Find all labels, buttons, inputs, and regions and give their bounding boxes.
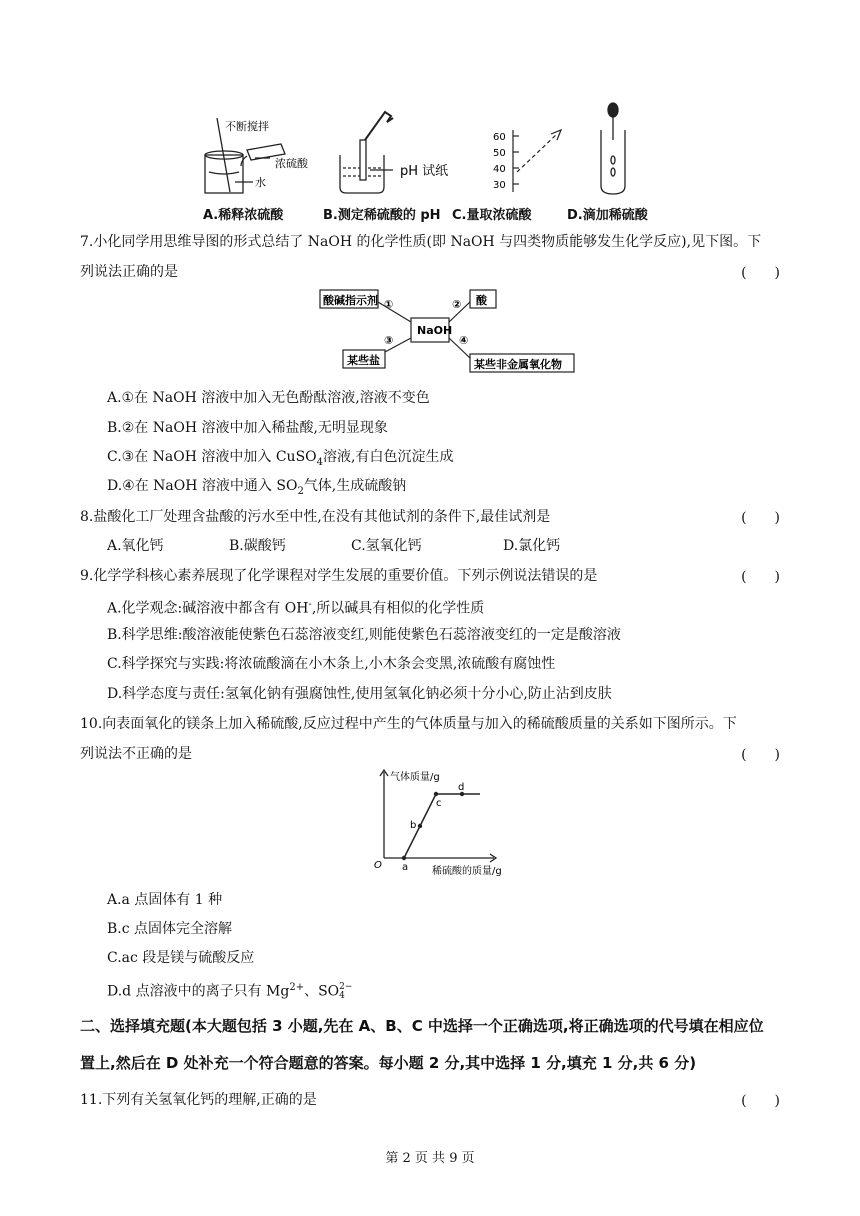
q8-answer-paren[interactable]: ( ) — [741, 510, 780, 526]
label-a: a — [402, 862, 409, 873]
q7-stem-line2: 列说法正确的是 — [80, 264, 178, 280]
q8-option-d: D.氯化钙 — [503, 538, 561, 554]
mm-n1: ① — [384, 298, 394, 311]
q11-stem: 11.下列有关氢氧化钙的理解,正确的是 — [80, 1092, 317, 1108]
point-a — [402, 856, 406, 860]
q10-option-d: D.d 点溶液中的离子只有 $Mg^{2+}$、SO 2− 4 — [107, 981, 353, 1001]
figure-b-ph-test — [340, 112, 393, 193]
q9-answer-paren[interactable]: ( ) — [741, 569, 780, 585]
label-ph-paper: pH 试纸 — [400, 164, 449, 179]
q10-option-b: B.c 点固体完全溶解 — [107, 921, 233, 937]
graph-ylabel: 气体质量/g — [390, 772, 440, 783]
q8-option-c: C.氢氧化钙 — [351, 538, 422, 554]
q7-option-c: C.③在 NaOH 溶液中加入 CuSO$_4$溶液,有白色沉淀生成 — [107, 449, 454, 468]
q8-option-a: A.氧化钙 — [107, 538, 164, 554]
q7-stem-line1: 7.小化同学用思维导图的形式总结了 NaOH 的化学性质(即 NaOH 与四类物质能够发生化学反应),见下图。下 — [80, 234, 762, 250]
mm-b1: 酸碱指示剂 — [323, 294, 378, 307]
q10-graph — [370, 766, 520, 878]
mm-n3: ③ — [384, 334, 394, 347]
tick-40: 40 — [493, 164, 506, 175]
q7-mind-map — [318, 288, 576, 376]
mm-n4: ④ — [459, 334, 469, 347]
graph-origin: O — [374, 860, 382, 871]
q8-stem: 8.盐酸化工厂处理含盐酸的污水至中性,在没有其他试剂的条件下,最佳试剂是 — [80, 509, 551, 525]
caption-d: D.滴加稀硫酸 — [567, 208, 648, 223]
tick-30: 30 — [493, 180, 506, 191]
section2-heading-line2: 置上,然后在 D 处补充一个符合题意的答案。每小题 2 分,其中选择 1 分,填充 1 分,共 6 分) — [80, 1054, 697, 1072]
figure-c-cylinder — [513, 130, 561, 192]
q9-option-b: B.科学思维:酸溶液能使紫色石蕊溶液变红,则能使紫色石蕊溶液变红的一定是酸溶液 — [107, 627, 621, 643]
q10-stem-line2: 列说法不正确的是 — [80, 746, 192, 762]
q7-option-d: D.④在 NaOH 溶液中通入 $SO_2$气体,生成硫酸钠 — [107, 478, 407, 497]
label-conc-acid: 浓硫酸 — [275, 157, 308, 170]
label-b: b — [410, 820, 417, 831]
tick-50: 50 — [493, 148, 506, 159]
label-stir: 不断搅拌 — [225, 120, 269, 133]
q9-option-c: C.科学探究与实践:将浓硫酸滴在小木条上,小木条会变黑,浓硫酸有腐蚀性 — [107, 656, 556, 672]
caption-b: B.测定稀硫酸的 pH — [323, 208, 441, 223]
label-d: d — [458, 782, 465, 793]
mm-b2: 酸 — [476, 294, 487, 307]
q9-option-a: A.化学观念:碱溶液中都含有 OH-,所以碱具有相似的化学性质 — [107, 599, 485, 617]
q10-option-c: C.ac 段是镁与硫酸反应 — [107, 950, 255, 966]
q10-answer-paren[interactable]: ( ) — [741, 747, 780, 763]
q11-answer-paren[interactable]: ( ) — [741, 1093, 780, 1109]
point-b — [418, 824, 422, 828]
experiment-figures — [195, 100, 675, 200]
caption-c: C.量取浓硫酸 — [452, 208, 532, 223]
caption-a: A.稀释浓硫酸 — [203, 208, 284, 223]
q8-option-b: B.碳酸钙 — [229, 538, 286, 554]
mm-n2: ② — [452, 298, 462, 311]
mm-b3: 某些盐 — [347, 354, 380, 367]
q7-option-b: B.②在 NaOH 溶液中加入稀盐酸,无明显现象 — [107, 420, 388, 436]
mm-center: NaOH — [417, 324, 453, 337]
label-water: 水 — [255, 176, 266, 189]
q10-option-a: A.a 点固体有 1 种 — [107, 892, 223, 908]
q7-answer-paren[interactable]: ( ) — [741, 265, 780, 281]
q7-option-a: A.①在 NaOH 溶液中加入无色酚酞溶液,溶液不变色 — [107, 390, 430, 406]
label-c: c — [436, 798, 442, 809]
graph-xlabel: 稀硫酸的质量/g — [432, 866, 502, 877]
figure-d-dropper — [601, 103, 625, 194]
page-footer: 第 2 页 共 9 页 — [385, 1151, 475, 1166]
section2-heading-line1: 二、选择填充题(本大题包括 3 小题,先在 A、B、C 中选择一个正确选项,将正确选项的代号填在相应位 — [80, 1017, 764, 1035]
point-c — [434, 792, 438, 796]
q9-option-d: D.科学态度与责任:氢氧化钠有强腐蚀性,使用氢氧化钠必须十分小心,防止沾到皮肤 — [107, 686, 612, 702]
q9-stem: 9.化学学科核心素养展现了化学课程对学生发展的重要价值。下列示例说法错误的是 — [80, 568, 598, 584]
q10-stem-line1: 10.向表面氧化的镁条上加入稀硫酸,反应过程中产生的气体质量与加入的稀硫酸质量的关系如下图所示。下 — [80, 716, 737, 732]
tick-60: 60 — [493, 132, 506, 143]
mm-b4: 某些非金属氧化物 — [474, 358, 562, 371]
